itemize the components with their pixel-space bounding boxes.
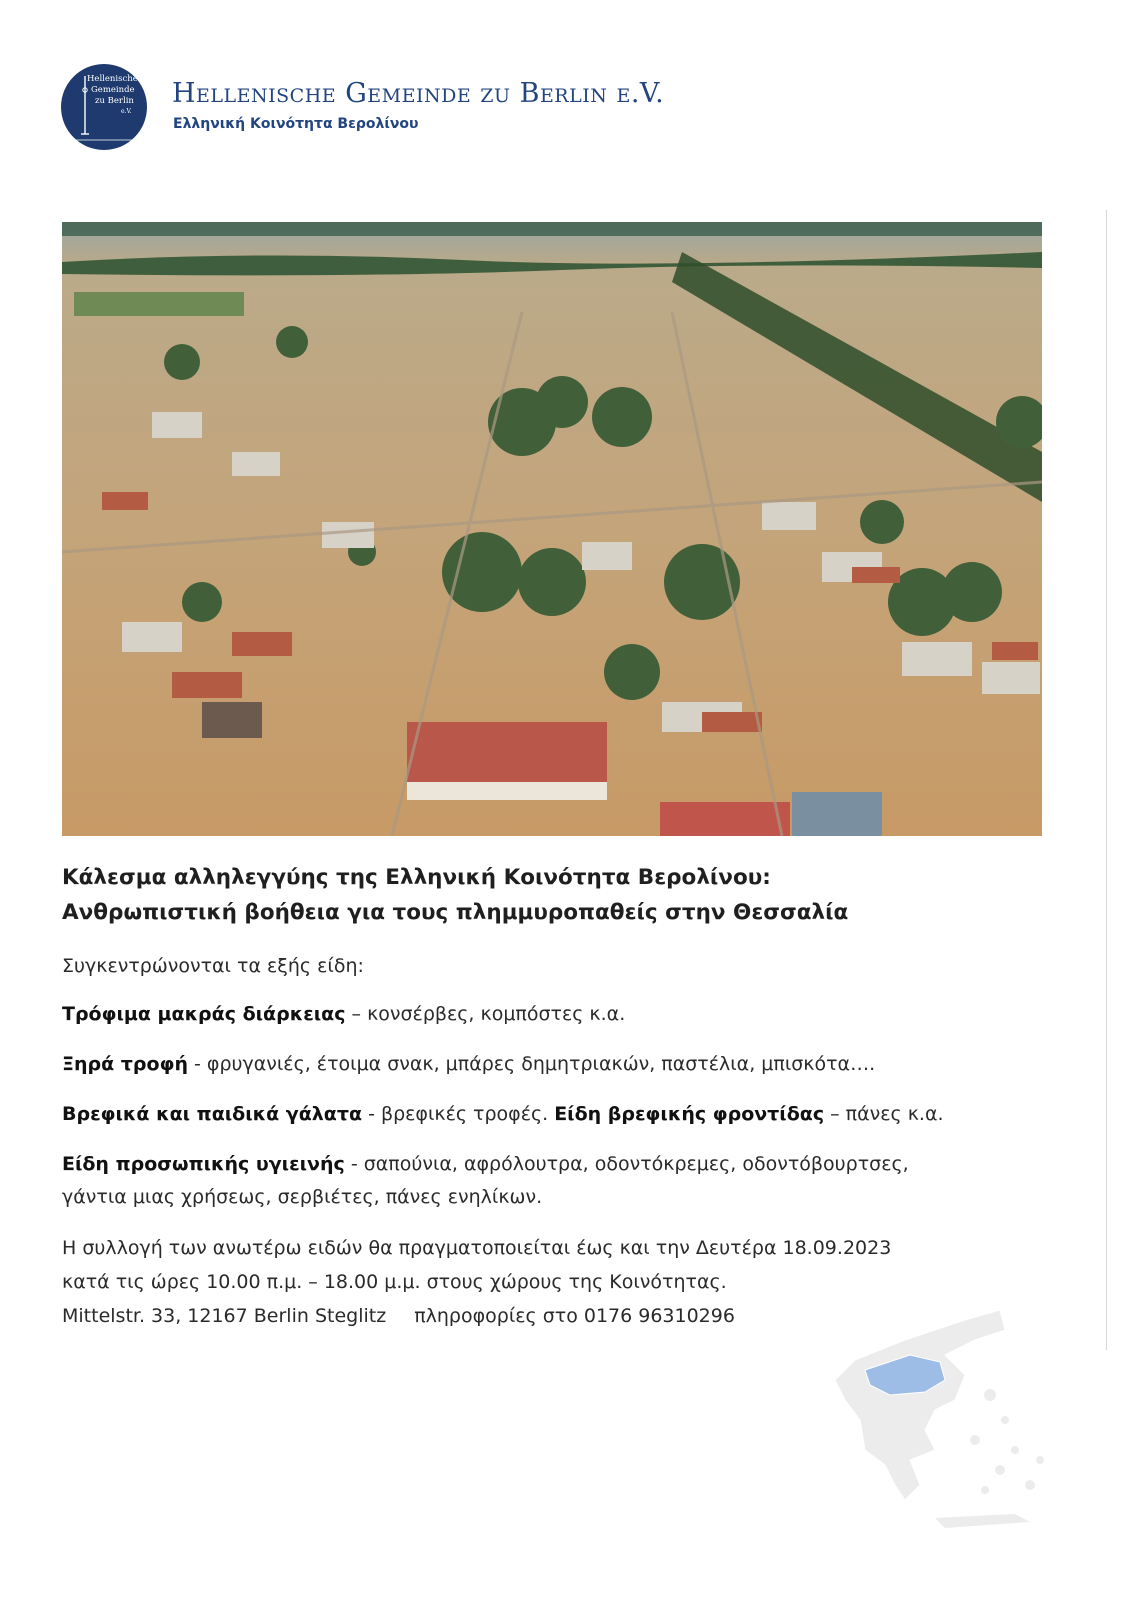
item-title: Βρεφικά και παιδικά γάλατα bbox=[62, 1103, 363, 1125]
item-desc: - σαπούνια, αφρόλουτρα, οδοντόκρεμες, οδοντόβουρτσες, bbox=[344, 1153, 909, 1175]
page-edge-rule bbox=[1106, 210, 1107, 1350]
intro-text: Συγκεντρώνονται τα εξής είδη: bbox=[62, 955, 364, 977]
headline-line-1: Κάλεσμα αλληλεγγύης της Ελληνική Κοινότητα Βερολίνου: bbox=[62, 865, 771, 890]
collection-line-1: Η συλλογή των ανωτέρω ειδών θα πραγματοποιείται έως και την Δευτέρα 18.09.2023 bbox=[62, 1237, 892, 1259]
headline-line-2: Ανθρωπιστική βοήθεια για τους πλημμυροπαθείς στην Θεσσαλία bbox=[62, 900, 849, 925]
org-name: Hellenische Gemeinde zu Berlin e.V. bbox=[172, 78, 665, 109]
greece-map bbox=[815, 1300, 1075, 1540]
headline bbox=[62, 860, 1052, 930]
emblem-line-2: Gemeinde bbox=[91, 85, 135, 95]
phone-info: πληροφορίες στο 0176 96310296 bbox=[414, 1305, 735, 1327]
collection-line-2: κατά τις ώρες 10.00 π.μ. – 18.00 μ.μ. στους χώρους της Κοινότητας. bbox=[62, 1271, 727, 1293]
org-name-greek: Ελληνική Κοινότητα Βερολίνου bbox=[173, 116, 419, 132]
item-desc: - φρυγανιές, έτοιμα σνακ, μπάρες δημητριακών, παστέλια, μπισκότα…. bbox=[187, 1053, 876, 1075]
item-long-life-food bbox=[62, 998, 1062, 1031]
item-title-2: Είδη βρεφικής φροντίδας bbox=[554, 1103, 825, 1125]
item-title: Τρόφιμα μακράς διάρκειας bbox=[62, 1003, 346, 1025]
logo-emblem bbox=[61, 64, 147, 150]
emblem-line-1: Hellenische bbox=[87, 74, 138, 84]
address: Mittelstr. 33, 12167 Berlin Steglitz bbox=[62, 1305, 387, 1327]
item-title: Ξηρά τροφή bbox=[62, 1053, 188, 1075]
item-baby-milk bbox=[62, 1098, 1062, 1131]
item-title: Είδη προσωπικής υγιεινής bbox=[62, 1153, 345, 1175]
item-hygiene bbox=[62, 1148, 1062, 1181]
item-hygiene-line-2: γάντια μιας χρήσεως, σερβιέτες, πάνες ενηλίκων. bbox=[62, 1186, 543, 1208]
flood-aerial-photo bbox=[62, 222, 1042, 836]
item-dry-food bbox=[62, 1048, 1062, 1081]
emblem-line-3: zu Berlin bbox=[95, 96, 134, 106]
item-desc: - βρεφικές τροφές. bbox=[362, 1103, 555, 1125]
item-desc-2: – πάνες κ.α. bbox=[824, 1103, 944, 1125]
item-desc: – κονσέρβες, κομπόστες κ.α. bbox=[345, 1003, 626, 1025]
emblem-line-4: e.V. bbox=[121, 108, 132, 115]
